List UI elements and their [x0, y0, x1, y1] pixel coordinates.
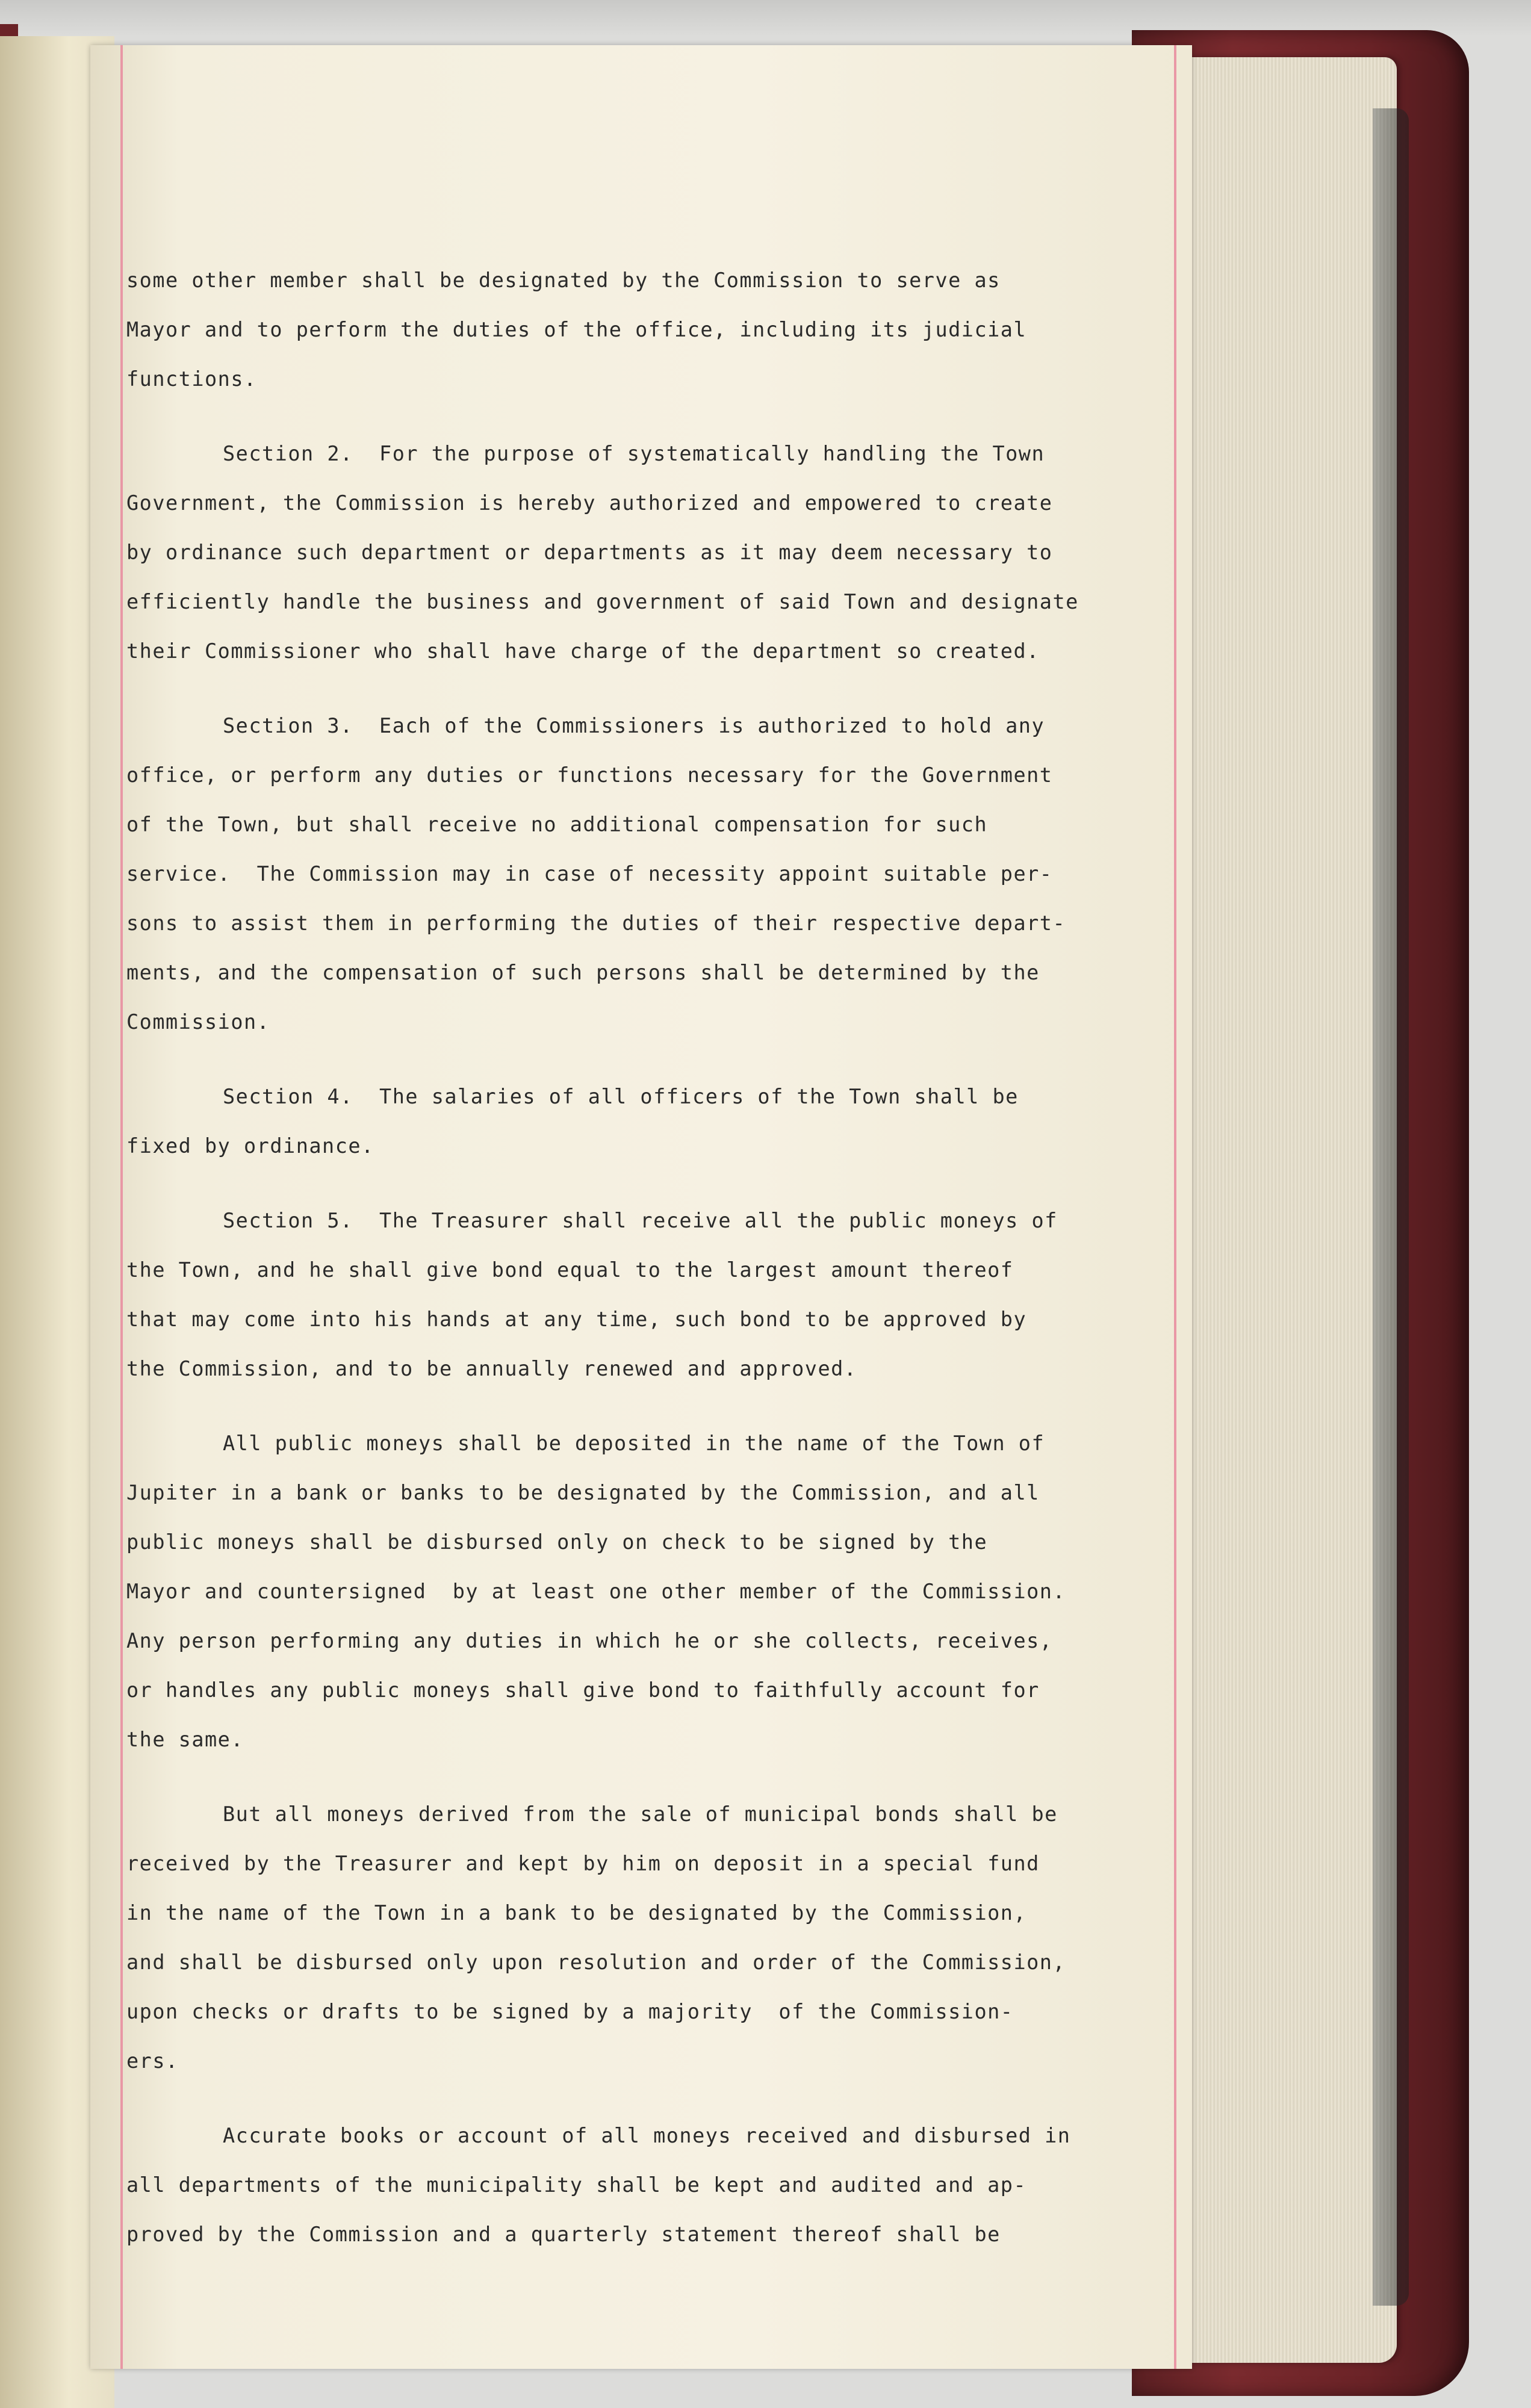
text-line: Section 5. The Treasurer shall receive all the public moneys of [223, 1209, 1058, 1232]
text-line: ers. [126, 2049, 179, 2073]
text-line: public moneys shall be disbursed only on check to be signed by the [126, 1530, 988, 1554]
text-line: All public moneys shall be deposited in the name of the Town of [223, 1432, 1045, 1455]
text-line: the Town, and he shall give bond equal to the largest amount thereof [126, 1258, 1014, 1282]
text-line: Mayor and countersigned by at least one other member of the Commission. [126, 1580, 1066, 1603]
text-line: of the Town, but shall receive no additional compensation for such [126, 813, 988, 836]
text-line: But all moneys derived from the sale of municipal bonds shall be [223, 1802, 1058, 1826]
text-line: efficiently handle the business and government of said Town and designate [126, 590, 1079, 613]
paragraph-municipal-bonds [126, 1790, 1180, 2086]
text-line: some other member shall be designated by the Commission to serve as [126, 268, 1001, 292]
paragraph-accurate-books [126, 2111, 1180, 2259]
text-line: received by the Treasurer and kept by him on deposit in a special fund [126, 1852, 1040, 1875]
text-line: Any person performing any duties in which he or she collects, receives, [126, 1629, 1053, 1652]
paragraph-public-moneys [126, 1419, 1180, 1764]
text-line: or handles any public moneys shall give bond to faithfully account for [126, 1678, 1040, 1702]
text-line: fixed by ordinance. [126, 1134, 374, 1158]
page-edges [1180, 57, 1397, 2363]
text-line: the same. [126, 1728, 244, 1751]
text-line: the Commission, and to be annually renewed and approved. [126, 1357, 857, 1380]
text-line: all departments of the municipality shall be kept and audited and ap- [126, 2173, 1027, 2197]
text-line: ments, and the compensation of such persons shall be determined by the [126, 961, 1040, 984]
text-line: Commission. [126, 1010, 270, 1034]
document-page [90, 45, 1192, 2369]
text-line: Government, the Commission is hereby authorized and empowered to create [126, 491, 1053, 515]
text-line: functions. [126, 367, 257, 391]
text-line: Section 4. The salaries of all officers of the Town shall be [223, 1085, 1019, 1108]
text-line: office, or perform any duties or functions necessary for the Government [126, 763, 1053, 787]
text-line: upon checks or drafts to be signed by a majority of the Commission- [126, 2000, 1014, 2023]
text-line: Section 2. For the purpose of systematically handling the Town [223, 442, 1045, 465]
paragraph-section-4 [126, 1072, 1180, 1171]
text-line: their Commissioner who shall have charge of the department so created. [126, 639, 1040, 663]
paragraph-section-2 [126, 429, 1180, 676]
text-line: that may come into his hands at any time, such bond to be approved by [126, 1308, 1027, 1331]
text-line: Mayor and to perform the duties of the office, including its judicial [126, 318, 1027, 341]
text-line: by ordinance such department or departments as it may deem necessary to [126, 541, 1053, 564]
text-line: Section 3. Each of the Commissioners is authorized to hold any [223, 714, 1045, 737]
text-line: in the name of the Town in a bank to be designated by the Commission, [126, 1901, 1027, 1925]
text-line: Jupiter in a bank or banks to be designated by the Commission, and all [126, 1481, 1040, 1504]
left-margin-rule [120, 45, 123, 2369]
text-line: Accurate books or account of all moneys received and disbursed in [223, 2124, 1071, 2147]
text-line: proved by the Commission and a quarterly statement thereof shall be [126, 2223, 1001, 2246]
paragraph-section-5 [126, 1196, 1180, 1394]
paragraph [126, 256, 1180, 404]
typed-text-body [126, 256, 1180, 2259]
paragraph-section-3 [126, 701, 1180, 1047]
page-edge-shadow [1373, 108, 1409, 2306]
text-line: service. The Commission may in case of necessity appoint suitable per- [126, 862, 1053, 886]
text-line: sons to assist them in performing the duties of their respective depart- [126, 911, 1066, 935]
text-line: and shall be disbursed only upon resolution and order of the Commission, [126, 1950, 1066, 1974]
